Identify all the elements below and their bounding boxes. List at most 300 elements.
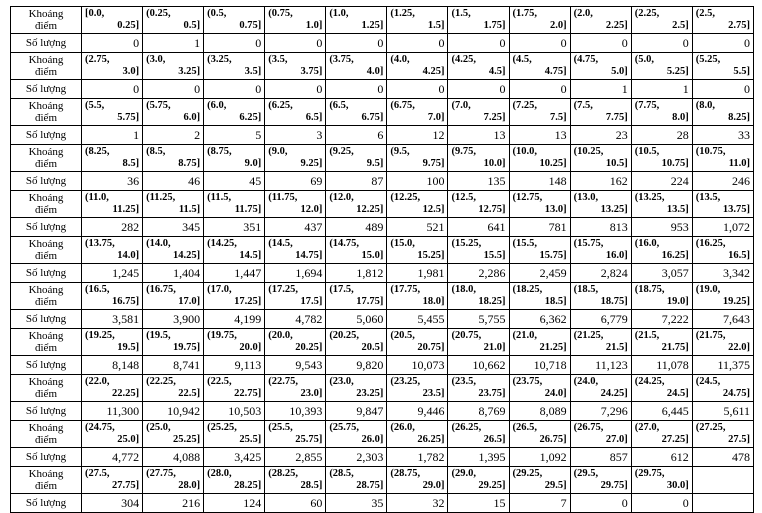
- range-lower-bound: (5.25,: [695, 54, 721, 65]
- range-upper-bound: 27.25]: [661, 434, 689, 445]
- range-upper-bound: 22.5]: [178, 388, 201, 399]
- range-lower-bound: (10.5,: [634, 146, 660, 157]
- range-label-line: điểm: [35, 434, 57, 446]
- range-upper-bound: 1.75]: [483, 20, 506, 31]
- count-cell: 10,942: [143, 402, 204, 421]
- count-cell: 0: [82, 34, 143, 53]
- score-range-cell: [570, 7, 631, 34]
- range-label-line: điểm: [35, 342, 57, 354]
- range-lower-bound: (13.5,: [695, 192, 721, 203]
- count-cell: 10,718: [509, 356, 570, 375]
- score-range-cell: [509, 467, 570, 494]
- score-range-cell: [448, 329, 509, 356]
- count-cell: 1,782: [387, 448, 448, 467]
- range-upper-bound: 27.0]: [605, 434, 628, 445]
- range-lower-bound: (1.0,: [329, 8, 349, 19]
- score-range-cell: [326, 99, 387, 126]
- count-cell: 6,362: [509, 310, 570, 329]
- score-range-cell: [204, 99, 265, 126]
- range-upper-bound: 9.75]: [422, 158, 445, 169]
- range-row: [11, 53, 754, 80]
- range-lower-bound: (15.5,: [512, 238, 538, 249]
- score-range-cell: [265, 375, 326, 402]
- range-upper-bound: 13.5]: [666, 204, 689, 215]
- range-upper-bound: 8.0]: [672, 112, 689, 123]
- range-lower-bound: (7.0,: [451, 100, 471, 111]
- score-range-cell: [326, 421, 387, 448]
- range-lower-bound: (6.0,: [207, 100, 227, 111]
- range-upper-bound: 15.25]: [417, 250, 445, 261]
- count-cell: 1,694: [265, 264, 326, 283]
- range-lower-bound: (5.0,: [634, 54, 654, 65]
- count-cell: 23: [570, 126, 631, 145]
- count-cell: 11,300: [82, 402, 143, 421]
- range-lower-bound: (24.0,: [573, 376, 599, 387]
- score-range-cell: [326, 191, 387, 218]
- range-upper-bound: 25.5]: [239, 434, 262, 445]
- score-range-cell: [143, 329, 204, 356]
- score-range-cell: [631, 145, 692, 172]
- count-cell: 813: [570, 218, 631, 237]
- count-row: [11, 356, 754, 375]
- score-range-cell: [326, 467, 387, 494]
- range-label-line: Khoáng: [28, 238, 64, 250]
- range-upper-bound: 4.75]: [544, 66, 567, 77]
- score-range-cell: [326, 145, 387, 172]
- count-cell: 7: [509, 494, 570, 513]
- count-cell: 4,782: [265, 310, 326, 329]
- range-lower-bound: (28.0,: [207, 468, 232, 479]
- count-cell: 1,395: [448, 448, 509, 467]
- range-lower-bound: (16.0,: [634, 238, 660, 249]
- score-range-cell: [692, 375, 753, 402]
- range-upper-bound: 29.75]: [600, 480, 628, 491]
- range-lower-bound: (28.75,: [390, 468, 421, 479]
- count-cell: 3: [265, 126, 326, 145]
- range-upper-bound: 27.5]: [728, 434, 750, 445]
- score-range-cell: [509, 329, 570, 356]
- range-label-line: Khoáng: [28, 100, 64, 112]
- range-lower-bound: (1.25,: [390, 8, 415, 19]
- range-row-label: [11, 99, 82, 126]
- count-cell: 124: [204, 494, 265, 513]
- count-row: [11, 80, 754, 99]
- score-range-cell: [448, 421, 509, 448]
- count-cell: 0: [143, 80, 204, 99]
- score-range-cell: [204, 237, 265, 264]
- range-lower-bound: (4.25,: [451, 54, 476, 65]
- range-row-label: [11, 191, 82, 218]
- score-range-cell: [387, 99, 448, 126]
- score-range-cell: [265, 7, 326, 34]
- score-range-cell: [631, 191, 692, 218]
- range-upper-bound: 10.75]: [661, 158, 689, 169]
- count-row-label: Số lượng: [11, 172, 82, 191]
- range-upper-bound: 10.5]: [605, 158, 628, 169]
- count-cell: 7,222: [631, 310, 692, 329]
- count-row-label: Số lượng: [11, 494, 82, 513]
- score-range-cell: [82, 99, 143, 126]
- range-upper-bound: 14.75]: [295, 250, 323, 261]
- count-cell: 135: [448, 172, 509, 191]
- score-range-cell: [509, 99, 570, 126]
- range-label-line: Khoáng: [28, 192, 64, 204]
- range-upper-bound: 15.0]: [361, 250, 384, 261]
- range-upper-bound: 0.25]: [117, 20, 140, 31]
- score-range-cell: [631, 283, 692, 310]
- count-cell: 3,057: [631, 264, 692, 283]
- range-upper-bound: 29.25]: [478, 480, 506, 491]
- score-range-cell: [631, 467, 692, 494]
- count-cell: 224: [631, 172, 692, 191]
- range-label-line: điểm: [35, 158, 57, 170]
- range-upper-bound: 26.75]: [539, 434, 567, 445]
- range-upper-bound: 16.0]: [605, 250, 628, 261]
- score-range-cell: [387, 145, 448, 172]
- range-upper-bound: 17.25]: [234, 296, 262, 307]
- score-range-cell: [509, 145, 570, 172]
- score-range-cell: [692, 283, 753, 310]
- count-cell: 0: [448, 34, 509, 53]
- range-label-line: Khoáng: [28, 54, 64, 66]
- score-range-cell: [631, 237, 692, 264]
- range-upper-bound: 25.25]: [173, 434, 201, 445]
- score-range-cell: [448, 191, 509, 218]
- count-row: [11, 126, 754, 145]
- count-cell: 3,425: [204, 448, 265, 467]
- range-upper-bound: 5.0]: [611, 66, 628, 77]
- range-lower-bound: (17.5,: [329, 284, 354, 295]
- table-body: [11, 7, 754, 513]
- range-upper-bound: 21.0]: [483, 342, 506, 353]
- count-cell: 9,543: [265, 356, 326, 375]
- score-range-cell: [265, 99, 326, 126]
- score-range-cell: [692, 145, 753, 172]
- range-row-label: [11, 375, 82, 402]
- range-upper-bound: 4.5]: [488, 66, 506, 77]
- range-lower-bound: (2.5,: [695, 8, 716, 19]
- range-lower-bound: (8.75,: [207, 146, 232, 157]
- range-upper-bound: 6.5]: [305, 112, 323, 123]
- score-range-cell: [570, 99, 631, 126]
- count-row-label: Số lượng: [11, 448, 82, 467]
- range-lower-bound: (4.0,: [390, 54, 410, 65]
- count-cell: 10,503: [204, 402, 265, 421]
- score-range-cell: [326, 53, 387, 80]
- range-upper-bound: 15.5]: [483, 250, 506, 261]
- score-range-cell: [82, 7, 143, 34]
- count-cell: 0: [82, 80, 143, 99]
- score-range-cell: [204, 191, 265, 218]
- range-lower-bound: (24.25,: [634, 376, 665, 387]
- count-cell: 8,089: [509, 402, 570, 421]
- range-lower-bound: (27.5,: [85, 468, 110, 479]
- range-upper-bound: 8.5]: [122, 158, 140, 169]
- count-cell: 9,446: [387, 402, 448, 421]
- score-range-cell: [143, 191, 204, 218]
- score-range-cell: [326, 329, 387, 356]
- score-range-cell: [265, 421, 326, 448]
- score-range-cell: [204, 283, 265, 310]
- count-cell: 7,643: [692, 310, 753, 329]
- range-lower-bound: (23.75,: [512, 376, 543, 387]
- score-range-cell: [143, 283, 204, 310]
- score-range-cell: [570, 467, 631, 494]
- count-cell: 2,855: [265, 448, 326, 467]
- score-range-cell: [570, 237, 631, 264]
- range-lower-bound: (10.0,: [512, 146, 538, 157]
- range-upper-bound: 20.5]: [361, 342, 384, 353]
- score-range-cell: [692, 191, 753, 218]
- count-cell: 2,286: [448, 264, 509, 283]
- range-lower-bound: (21.5,: [634, 330, 660, 341]
- count-cell: 0: [509, 80, 570, 99]
- count-cell: 35: [326, 494, 387, 513]
- count-row: [11, 172, 754, 191]
- count-cell: 304: [82, 494, 143, 513]
- range-lower-bound: (20.0,: [268, 330, 293, 341]
- score-range-cell: [204, 7, 265, 34]
- count-cell: 216: [143, 494, 204, 513]
- range-lower-bound: (24.75,: [85, 422, 115, 433]
- range-lower-bound: (3.75,: [329, 54, 354, 65]
- range-lower-bound: (13.25,: [634, 192, 665, 203]
- count-cell: 0: [204, 80, 265, 99]
- score-range-cell: [448, 375, 509, 402]
- count-cell: 69: [265, 172, 326, 191]
- count-cell: 4,772: [82, 448, 143, 467]
- range-row: [11, 237, 754, 264]
- range-lower-bound: (18.75,: [634, 284, 665, 295]
- score-range-cell: [143, 99, 204, 126]
- range-lower-bound: (25.5,: [268, 422, 293, 433]
- count-cell: 246: [692, 172, 753, 191]
- count-cell: [692, 494, 753, 513]
- score-range-cell: [448, 7, 509, 34]
- range-upper-bound: 14.0]: [117, 250, 140, 261]
- range-upper-bound: 22.75]: [234, 388, 262, 399]
- range-upper-bound: 3.5]: [244, 66, 262, 77]
- score-frequency-table: [10, 6, 754, 513]
- range-upper-bound: 5.25]: [666, 66, 689, 77]
- count-cell: 6: [326, 126, 387, 145]
- range-lower-bound: (18.25,: [512, 284, 543, 295]
- range-lower-bound: (20.25,: [329, 330, 360, 341]
- range-lower-bound: (25.0,: [146, 422, 171, 433]
- range-lower-bound: (27.25,: [695, 422, 726, 433]
- range-lower-bound: (10.25,: [573, 146, 604, 157]
- range-lower-bound: (25.25,: [207, 422, 237, 433]
- count-cell: 5,755: [448, 310, 509, 329]
- count-cell: 1: [631, 80, 692, 99]
- range-upper-bound: 2.5]: [672, 20, 689, 31]
- count-cell: 0: [387, 34, 448, 53]
- range-upper-bound: 18.0]: [422, 296, 445, 307]
- range-upper-bound: 21.25]: [539, 342, 567, 353]
- count-row-label: Số lượng: [11, 80, 82, 99]
- score-range-cell: [82, 237, 143, 264]
- count-cell: 781: [509, 218, 570, 237]
- count-cell: 2,824: [570, 264, 631, 283]
- range-row: [11, 467, 754, 494]
- range-lower-bound: (0.5,: [207, 8, 227, 19]
- range-upper-bound: 6.0]: [183, 112, 201, 123]
- score-range-cell: [143, 375, 204, 402]
- count-cell: 5,611: [692, 402, 753, 421]
- range-upper-bound: 26.0]: [361, 434, 384, 445]
- range-lower-bound: (29.25,: [512, 468, 543, 479]
- range-upper-bound: 6.75]: [361, 112, 384, 123]
- range-lower-bound: (7.5,: [573, 100, 593, 111]
- count-cell: 100: [387, 172, 448, 191]
- score-range-cell: [570, 145, 631, 172]
- score-range-cell: [204, 375, 265, 402]
- range-upper-bound: 3.25]: [178, 66, 201, 77]
- range-lower-bound: (16.25,: [695, 238, 726, 249]
- range-upper-bound: 2.75]: [728, 20, 750, 31]
- count-cell: 1,404: [143, 264, 204, 283]
- range-lower-bound: (26.5,: [512, 422, 538, 433]
- range-upper-bound: 19.5]: [117, 342, 140, 353]
- range-upper-bound: 11.5]: [178, 204, 201, 215]
- score-range-cell: [387, 237, 448, 264]
- count-cell: 8,741: [143, 356, 204, 375]
- range-upper-bound: 10.0]: [483, 158, 506, 169]
- score-range-cell: [631, 421, 692, 448]
- score-range-cell: [387, 7, 448, 34]
- count-cell: 0: [387, 80, 448, 99]
- range-upper-bound: 7.75]: [605, 112, 628, 123]
- range-upper-bound: 29.5]: [544, 480, 567, 491]
- range-lower-bound: (15.75,: [573, 238, 604, 249]
- count-cell: 36: [82, 172, 143, 191]
- range-upper-bound: 28.0]: [178, 480, 201, 491]
- range-upper-bound: 18.75]: [600, 296, 628, 307]
- score-range-cell: [570, 283, 631, 310]
- count-cell: 8,769: [448, 402, 509, 421]
- count-cell: 3,581: [82, 310, 143, 329]
- range-lower-bound: (19.0,: [695, 284, 721, 295]
- range-upper-bound: 19.0]: [666, 296, 689, 307]
- score-range-cell: [448, 53, 509, 80]
- range-lower-bound: (8.0,: [695, 100, 716, 111]
- range-label-line: điểm: [35, 388, 57, 400]
- score-range-cell: [82, 375, 143, 402]
- range-upper-bound: 21.75]: [661, 342, 689, 353]
- range-lower-bound: (1.5,: [451, 8, 471, 19]
- range-lower-bound: (21.0,: [512, 330, 538, 341]
- score-range-cell: [631, 375, 692, 402]
- range-lower-bound: (15.0,: [390, 238, 415, 249]
- range-lower-bound: (3.0,: [146, 54, 166, 65]
- count-cell: 1: [143, 34, 204, 53]
- range-lower-bound: (6.5,: [329, 100, 349, 111]
- range-label-line: điểm: [35, 204, 57, 216]
- range-lower-bound: (11.0,: [85, 192, 109, 203]
- range-lower-bound: (0.25,: [146, 8, 171, 19]
- range-upper-bound: 20.25]: [295, 342, 323, 353]
- count-row-label: Số lượng: [11, 126, 82, 145]
- count-cell: 1,812: [326, 264, 387, 283]
- count-cell: 521: [387, 218, 448, 237]
- count-cell: 46: [143, 172, 204, 191]
- range-lower-bound: (29.0,: [451, 468, 476, 479]
- count-cell: 857: [570, 448, 631, 467]
- range-lower-bound: (12.75,: [512, 192, 543, 203]
- range-lower-bound: (29.75,: [634, 468, 665, 479]
- range-upper-bound: 24.0]: [544, 388, 567, 399]
- range-label-line: Khoáng: [28, 330, 64, 342]
- range-lower-bound: (2.0,: [573, 8, 593, 19]
- range-lower-bound: (7.25,: [512, 100, 538, 111]
- score-range-cell: [143, 237, 204, 264]
- range-lower-bound: (11.75,: [268, 192, 298, 203]
- range-lower-bound: (16.5,: [85, 284, 110, 295]
- score-range-cell: [265, 283, 326, 310]
- range-lower-bound: (10.75,: [695, 146, 726, 157]
- count-cell: 0: [448, 80, 509, 99]
- range-lower-bound: (9.0,: [268, 146, 288, 157]
- range-upper-bound: 8.75]: [178, 158, 201, 169]
- range-upper-bound: 7.0]: [427, 112, 445, 123]
- count-cell: 5,060: [326, 310, 387, 329]
- range-row: [11, 375, 754, 402]
- count-row: [11, 218, 754, 237]
- count-cell: 0: [570, 494, 631, 513]
- range-lower-bound: (14.0,: [146, 238, 171, 249]
- score-range-cell: [265, 145, 326, 172]
- count-cell: 489: [326, 218, 387, 237]
- count-cell: 0: [509, 34, 570, 53]
- score-range-cell: [509, 283, 570, 310]
- count-cell: 3,342: [692, 264, 753, 283]
- range-lower-bound: (26.75,: [573, 422, 604, 433]
- count-cell: 11,375: [692, 356, 753, 375]
- range-lower-bound: (14.5,: [268, 238, 293, 249]
- range-upper-bound: 11.75]: [234, 204, 262, 215]
- range-upper-bound: 28.25]: [234, 480, 262, 491]
- score-range-cell: [570, 375, 631, 402]
- range-upper-bound: 14.25]: [173, 250, 201, 261]
- range-upper-bound: 12.25]: [356, 204, 384, 215]
- range-lower-bound: (12.0,: [329, 192, 354, 203]
- range-upper-bound: 0.5]: [183, 20, 201, 31]
- range-upper-bound: 15.75]: [539, 250, 567, 261]
- range-upper-bound: 13.0]: [544, 204, 567, 215]
- range-lower-bound: (4.5,: [512, 54, 532, 65]
- range-lower-bound: (5.5,: [85, 100, 105, 111]
- count-cell: 1: [82, 126, 143, 145]
- score-range-cell: [82, 421, 143, 448]
- count-row: [11, 310, 754, 329]
- range-label-line: điểm: [35, 112, 57, 124]
- count-cell: 0: [692, 34, 753, 53]
- count-cell: 1,981: [387, 264, 448, 283]
- score-range-cell: [509, 191, 570, 218]
- range-upper-bound: 7.25]: [483, 112, 506, 123]
- range-label-line: Khoáng: [28, 422, 64, 434]
- count-cell: 0: [631, 34, 692, 53]
- range-lower-bound: (3.25,: [207, 54, 232, 65]
- range-lower-bound: (4.75,: [573, 54, 599, 65]
- range-upper-bound: 13.25]: [600, 204, 628, 215]
- range-lower-bound: (17.75,: [390, 284, 421, 295]
- count-cell: 1,245: [82, 264, 143, 283]
- count-cell: 0: [265, 34, 326, 53]
- range-upper-bound: 12.75]: [478, 204, 506, 215]
- score-range-cell: [692, 53, 753, 80]
- range-upper-bound: 24.25]: [600, 388, 628, 399]
